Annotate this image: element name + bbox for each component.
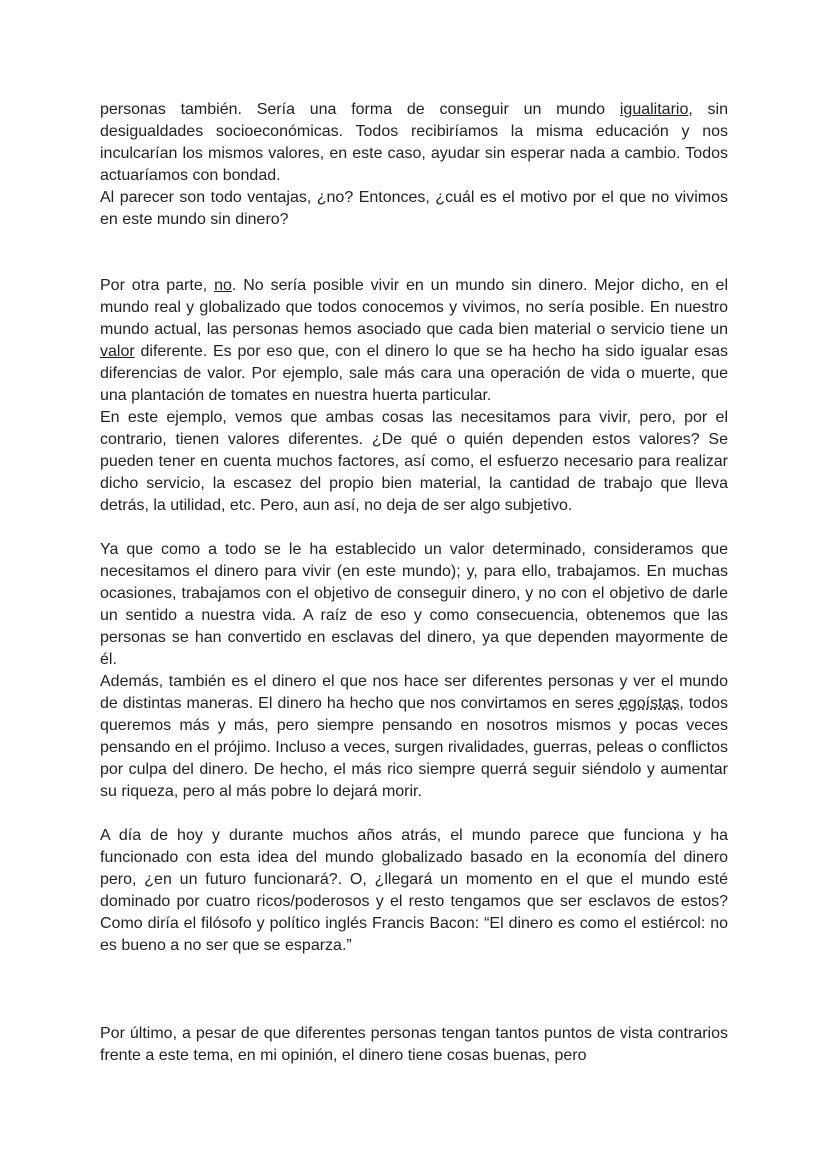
text-segment: , todos queremos más y más, pero siempre pensando en nosotros mismos y pocas veces pensando en el prójimo. Incluso a veces, surgen rivalidades, guerras, peleas o conflictos por culpa del dinero. De hecho, el más rico siempre querrá seguir siéndolo y aumentar su riqueza, pero al más pobre lo dejará morir. [100, 695, 729, 800]
paragraph-ademas [100, 671, 728, 803]
text-segment: Ya que como a todo se le ha establecido un valor determinado, consideramos que necesitamos el dinero para vivir (en este mundo); y, para ello, trabajamos. En muchas ocasiones, trabajamos con el objetivo de conseguir dinero, y no con el objetivo de darle un sentido a nuestra vida. A raíz de eso y como consecuencia, obtenemos que las personas se han convertido en esclavas del dinero, ya que dependen mayormente de él. [100, 541, 728, 668]
text-segment: A día de hoy y durante muchos años atrás, el mundo parece que funciona y ha funcionado con esta idea del mundo globalizado basado en la economía del dinero pero, ¿en un futuro funcionará?. O, ¿llegará un momento en el que el mundo esté dominado por cuatro ricos/poderosos y el resto tengamos que ser esclavos de estos? Como diría el filósofo y político inglés Francis Bacon: “El dinero es como el estiércol: no es bueno a no ser que se esparza.” [100, 827, 728, 954]
paragraph-por-ultimo [100, 1023, 728, 1067]
underlined-word-no: no [214, 277, 232, 294]
underlined-word-egoistas: egoístas [618, 695, 680, 712]
text-segment: diferente. Es por eso que, con el dinero lo que se ha hecho ha sido igualar esas diferencias de valor. Por ejemplo, sale más cara una operación de vida o muerte, que una plantación de tomates en nuestra huerta particular. [100, 343, 728, 404]
paragraph-por-otra-parte [100, 275, 728, 407]
text-segment: En este ejemplo, vemos que ambas cosas las necesitamos para vivir, pero, por el contrario, tienen valores diferentes. ¿De qué o quién dependen estos valores? Se pueden tener en cuenta muchos factores, así como, el esfuerzo necesario para realizar dicho servicio, la escasez del propio bien material, la cantidad de trabajo que lleva detrás, la utilidad, etc. Pero, aun así, no deja de ser algo subjetivo. [100, 409, 728, 514]
text-segment: Al parecer son todo ventajas, ¿no? Entonces, ¿cuál es el motivo por el que no vivimos en este mundo sin dinero? [100, 189, 728, 228]
paragraph-ventajas [100, 187, 728, 231]
text-segment: Por último, a pesar de que diferentes personas tengan tantos puntos de vista contrarios frente a este tema, en mi opinión, el dinero tiene cosas buenas, pero [100, 1025, 728, 1064]
underlined-word-valor: valor [100, 343, 135, 360]
text-segment: personas también. Sería una forma de conseguir un mundo [100, 101, 620, 118]
underlined-word-igualitario: igualitario [619, 101, 689, 118]
paragraph-ya-que [100, 539, 728, 671]
text-segment: Además, también es el dinero el que nos hace ser diferentes personas y ver el mundo de distintas maneras. El dinero ha hecho que nos convirtamos en seres [100, 673, 728, 712]
text-segment: , sin desigualdades socioeconómicas. Todos recibiríamos la misma educación y nos inculcarían los mismos valores, en este caso, ayudar sin esperar nada a cambio. Todos actuaríamos con bondad. [100, 101, 729, 184]
text-segment: Por otra parte, [100, 277, 215, 294]
paragraph-igualitario [100, 99, 728, 187]
paragraph-ejemplo [100, 407, 728, 517]
paragraph-a-dia-de-hoy [100, 825, 728, 957]
text-segment: . No sería posible vivir en un mundo sin dinero. Mejor dicho, en el mundo real y globalizado que todos conocemos y vivimos, no sería posible. En nuestro mundo actual, las personas hemos asociado que cada bien material o servicio tiene un [100, 277, 728, 338]
